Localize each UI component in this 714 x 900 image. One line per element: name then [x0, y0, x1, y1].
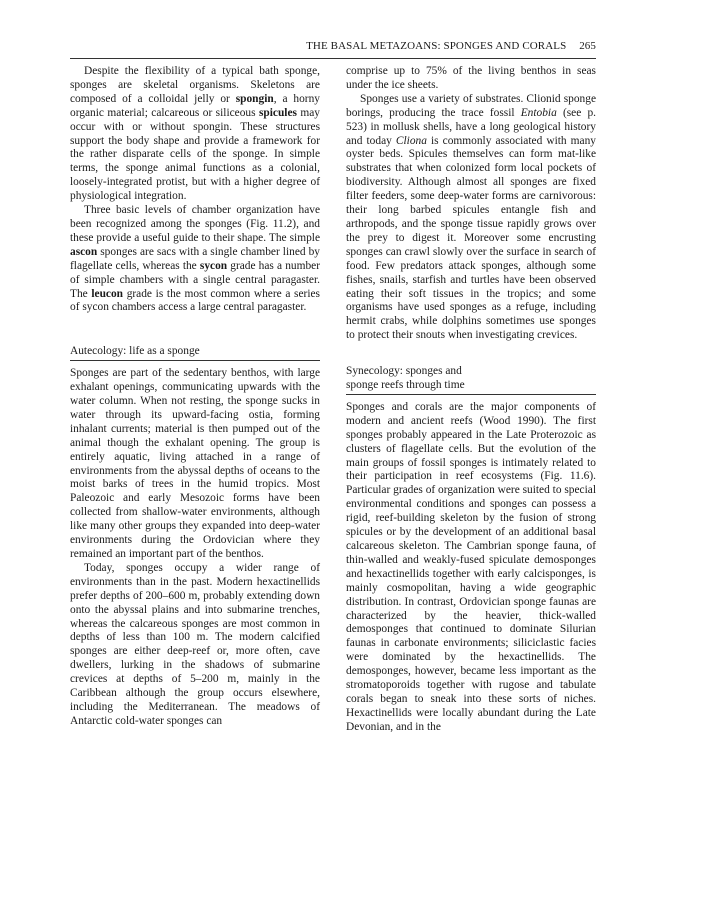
taxon-entobia: Entobia	[520, 106, 557, 119]
keyword-ascon: ascon	[70, 245, 98, 258]
keyword-sycon: sycon	[199, 259, 228, 272]
page-number: 265	[579, 40, 596, 52]
keyword-spongin: spongin	[235, 92, 274, 105]
paragraph-environments: Today, sponges occupy a wider range of environments than in the past. Modern hexactinellids prefer depths of 200–600 m, probably extending down onto the abyssal plains and into submarine trenches, whereas the calcareous sponges are most common in depths of less than 100 m. The modern calcified sponges are either deep-reef or, more often, cave dwellers, lurking in the shadows of submarine crevices at depths of 5–200 m, mainly in the Caribbean although the group occurs elsewhere, including the Mediterranean. The meadows of Antarctic cold-water sponges can	[70, 561, 320, 727]
paragraph-reefs: Sponges and corals are the major components of modern and ancient reefs (Wood 1990). The first sponges probably appeared in the Late Proterozoic as clusters of flagellate cells. But the evolution of the main groups of fossil sponges is intimately related to their participation in reef ecosystems (Fig. 11.6). Particular grades of organization were suited to special environmental conditions and sponges can possess a rigid, reef-building skeleton by the fusion of strong spicules or by the development of an additional basal calcareous skeleton. The Cambrian sponge fauna, of thin-walled and weakly-fused spiculate demosponges and hexactinellids together with early calcisponges, is mainly cosmopolitan, having a wide geographic distribution. In contrast, Ordovician sponge faunas are characterized by the heavier, thick-walled demosponges that continued to dominate Silurian faunas in carbonate environments; siliciclastic facies were dominated by the hexactinellids. The demosponges, however, became less important as the stromatoporoids together with rugose and tabulate corals began to sneak into these sorts of niches. Hexactinellids were locally abundant during the Late Devonian, and in the	[346, 400, 596, 733]
paragraph-substrates: Sponges use a variety of substrates. Clionid sponge borings, producing the trace fossil Entobia (see p. 523) in mollusk shells, have a long geological history and today Cliona is commonly associated with many oyster beds. Spicules themselves can form mat-like substrates that when colonized form local pockets of biodiversity. Although almost all sponges are fixed filter feeders, some deep-water forms are carnivorous: their long barbed spicules entangle fish and arthropods, and the sponge tissue rapidly grows over the prey to digest it. Moreover some encrusting sponges can crawl slowly over the surface in search of food. Few predators attack sponges, although some fishes, snails, starfish and turtles have been observed eating their soft tissues in the tropics; and some organisms have used sponges as a refuge, including hermit crabs, while dolphins sometimes use sponges to protect their snouts when investigating crevices.	[346, 92, 596, 342]
keyword-leucon: leucon	[91, 287, 124, 300]
paragraph-skeleton: Despite the flexibility of a typical bath sponge, sponges are skeletal organisms. Skeletons are composed of a colloidal jelly or spongin, a horny organic material; calcareous or siliceous spicules may occur with or without spongin. These structures support the body shape and provide a framework for the rather disparate cells of the sponge. In simple terms, the sponge animal functions as a colonial, loosely-integrated protist, but with a higher degree of physiological integration.	[70, 65, 320, 203]
right-column	[346, 65, 596, 735]
keyword-spicules: spicules	[258, 106, 297, 119]
taxon-cliona: Cliona	[395, 134, 427, 147]
paragraph-chamber-organization: Three basic levels of chamber organization have been recognized among the sponges (Fig. 11.2), and these provide a useful guide to their shape. The simple ascon sponges are sacs with a single chamber lined by flagellate cells, whereas the sycon grade has a number of simple chambers with a single central paragaster. The leucon grade is the most common where a series of sycon chambers access a large central paragaster.	[70, 204, 320, 314]
running-header	[70, 40, 596, 59]
paragraph-continued: comprise up to 75% of the living benthos in seas under the ice sheets.	[346, 65, 596, 91]
section-heading-synecology: Synecology: sponges and sponge reefs through time	[346, 365, 596, 395]
left-column	[70, 65, 320, 729]
section-heading-autecology: Autecology: life as a sponge	[70, 345, 320, 361]
running-title: THE BASAL METAZOANS: SPONGES AND CORALS	[306, 40, 567, 52]
paragraph-benthos: Sponges are part of the sedentary benthos, with large exhalant openings, communicating upwards with the water column. When not resting, the sponge sucks in water through its upward-facing ostia, forming inhalant currents; material is then pumped out of the animal though the exhalant opening. The group is entirely aquatic, living attached in a range of environments from the abyssal depths of oceans to the moist barks of trees in the humid tropics. Most Paleozoic and early Mesozoic forms have been collected from shallow-water environments, although like many other groups they expanded into deep-water environments during the Ordovician where they remained an important part of the benthos.	[70, 367, 320, 560]
